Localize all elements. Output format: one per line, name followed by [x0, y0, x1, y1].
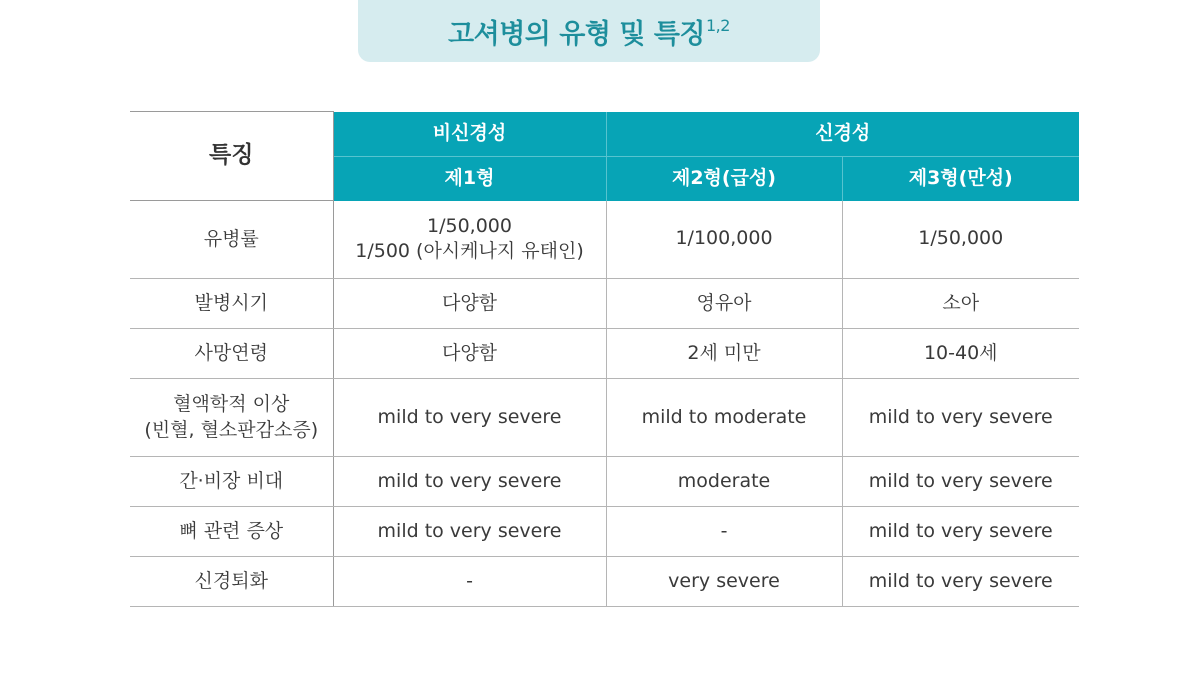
table-cell: 2세 미만 [606, 329, 842, 379]
type-header-2: 제2형(급성) [606, 156, 842, 201]
table-row [130, 279, 1079, 329]
title-main: 고셔병의 유형 및 특징 [448, 18, 705, 50]
group-header-nonneuronopathic: 비신경성 [333, 112, 606, 157]
table-row [130, 507, 1079, 557]
table-row [130, 379, 1079, 457]
table-cell: 1/100,000 [606, 201, 842, 279]
feature-header: 특징 [130, 112, 333, 201]
table-cell: mild to very severe [333, 507, 606, 557]
row-label: 유병률 [130, 201, 333, 279]
table-cell: mild to very severe [842, 507, 1079, 557]
table-cell: - [333, 557, 606, 607]
row-label: 뼈 관련 증상 [130, 507, 333, 557]
table-cell: - [606, 507, 842, 557]
type-header-1: 제1형 [333, 156, 606, 201]
table-row [130, 329, 1079, 379]
table-cell: mild to very severe [842, 379, 1079, 457]
table-cell: 다양함 [333, 329, 606, 379]
row-label: 간·비장 비대 [130, 457, 333, 507]
table-cell: 1/50,000 [842, 201, 1079, 279]
table-cell: mild to moderate [606, 379, 842, 457]
type-header-3: 제3형(만성) [842, 156, 1079, 201]
table-cell: 영유아 [606, 279, 842, 329]
table-cell: mild to very severe [333, 379, 606, 457]
table-cell: 10-40세 [842, 329, 1079, 379]
table-cell: very severe [606, 557, 842, 607]
group-header-neuronopathic: 신경성 [606, 112, 1079, 157]
cell-line: 1/500 (아시케나지 유태인) [355, 240, 584, 263]
table-cell [333, 201, 606, 279]
table-row [130, 457, 1079, 507]
page-title [448, 12, 730, 51]
row-label: 발병시기 [130, 279, 333, 329]
row-label-line: (빈혈, 혈소판감소증) [144, 418, 319, 441]
table-row [130, 201, 1079, 279]
row-label [130, 379, 333, 457]
row-label: 신경퇴화 [130, 557, 333, 607]
cell-line: 1/50,000 [427, 214, 512, 237]
table-cell: 다양함 [333, 279, 606, 329]
table-cell: 소아 [842, 279, 1079, 329]
title-banner [358, 0, 820, 62]
title-superscript: 1,2 [705, 15, 730, 35]
row-label-line: 혈액학적 이상 [173, 392, 290, 415]
table-cell: mild to very severe [842, 457, 1079, 507]
table-row [130, 557, 1079, 607]
table-cell: moderate [606, 457, 842, 507]
table-cell: mild to very severe [842, 557, 1079, 607]
gaucher-types-table [130, 111, 1079, 607]
table-cell: mild to very severe [333, 457, 606, 507]
row-label: 사망연령 [130, 329, 333, 379]
